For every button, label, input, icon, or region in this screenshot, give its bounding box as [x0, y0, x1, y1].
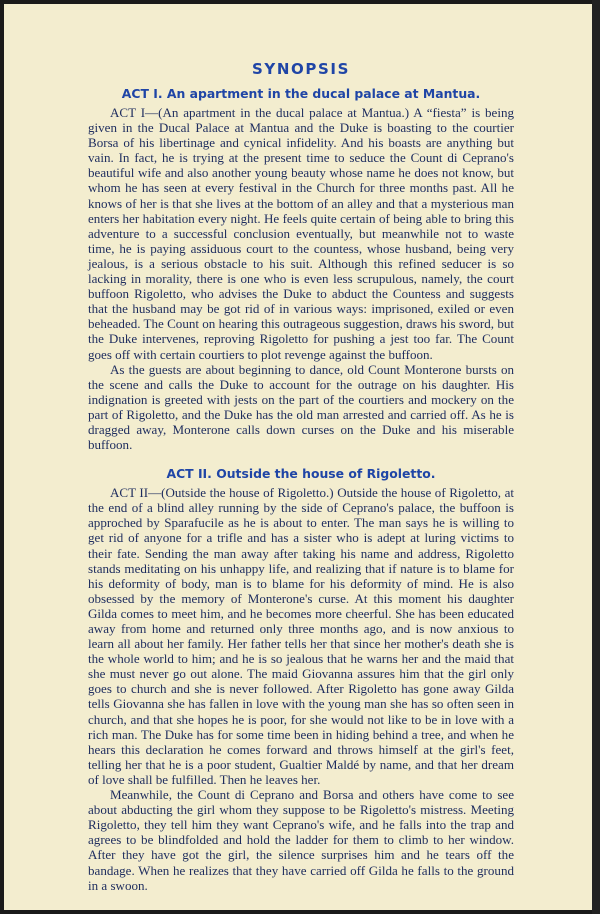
page — [4, 4, 592, 910]
synopsis-content — [88, 58, 514, 893]
scan-edge — [592, 0, 600, 914]
page-title: SYNOPSIS — [252, 60, 350, 78]
act-2-heading: ACT II. Outside the house of Rigoletto. — [166, 466, 436, 482]
act-1-paragraph-1: ACT I—(An apartment in the ducal palace at Mantua.) A “fiesta” is being given in the Ducal Palace at Mantua and the Duke is boasting to the courtier Borsa of his libertinage and cynical infidelity. And his boasts are anything but vain. In fact, he is trying at the present time to seduce the Count di Ceprano's beautiful wife and also another young beauty whose name he does not know, but whom he has seen at every festival in the Church for three months past. All he knows of her is that she lives at the bottom of an alley and that a mysterious man enters her habitation every night. He feels quite certain of being able to bring this adventure to a successful conclusion eventually, but meanwhile not to waste time, he is paying assiduous court to the countess, whose husband, being very jealous, is a serious obstacle to his suit. Although this refined seducer is so lacking in morality, there is one who is even less scrupulous, namely, the court buffoon Rigoletto, who advises the Duke to abduct the Countess and suggests that the husband may be got rid of in various ways: imprisoned, exiled or even beheaded. The Count on hearing this outrageous suggestion, draws his sword, but the Duke intervenes, reproving Rigoletto for pushing a jest too far. The Count goes off with certain courtiers to plot revenge against the buffoon. — [88, 105, 514, 362]
act-2-paragraph-2: Meanwhile, the Count di Ceprano and Borsa and others have come to see about abducting the girl whom they suppose to be Rigoletto's mistress. Meeting Rigoletto, they tell him they want Ceprano's wife, and he falls into the trap and agrees to be blindfolded and hold the ladder for them to climb to her window. After they have got the girl, the silence surprises him and he tears off the bandage. When he realizes that they have carried off Gilda he falls to the ground in a swoon. — [88, 787, 514, 893]
act-2-paragraph-1: ACT II—(Outside the house of Rigoletto.) Outside the house of Rigoletto, at the end of a blind alley running by the side of Ceprano's palace, the buffoon is approched by Sparafucile as he is about to enter. The man says he is willing to get rid of anyone for a trifle and has a sister who is adept at luring victims to their fate. Sending the man away after taking his name and address, Rigoletto stands meditating on his unhappy life, and realizing that if nature is to blame for his deformity of body, man is to blame for his deformity of mind. He is also obsessed by the memory of Monterone's curse. At this moment his daughter Gilda comes to meet him, and he becomes more cheerful. She has been educated away from home and returned only three months ago, and is now anxious to learn all about her family. Her father tells her that since her mother's death she is the whole world to him; and he is so jealous that he warns her and the maid that she must never go out alone. The maid Giovanna assures him that the girl only goes to church and she is never followed. After Rigoletto has gone away Gilda tells Giovanna she has fallen in love with the young man she has so often seen in church, and that she hopes he is poor, for she would not like to be in love with a rich man. The Duke has for some time been in hiding behind a tree, and when he hears this declaration he comes forward and throws himself at the girl's feet, telling her that he is a poor student, Gualtier Maldé by name, and that her dream of love shall be fulfilled. Then he leaves her. — [88, 485, 514, 787]
act-1-paragraph-2: As the guests are about beginning to dance, old Count Monterone bursts on the scene and calls the Duke to account for the outrage on his daughter. His indignation is greeted with jests on the part of the courtiers and mockery on the part of Rigoletto, and the Duke has the old man arrested and carried off. As he is dragged away, Monterone calls down curses on the Duke and his miserable buffoon. — [88, 361, 514, 453]
act-1-heading: ACT I. An apartment in the ducal palace at Mantua. — [121, 86, 481, 101]
